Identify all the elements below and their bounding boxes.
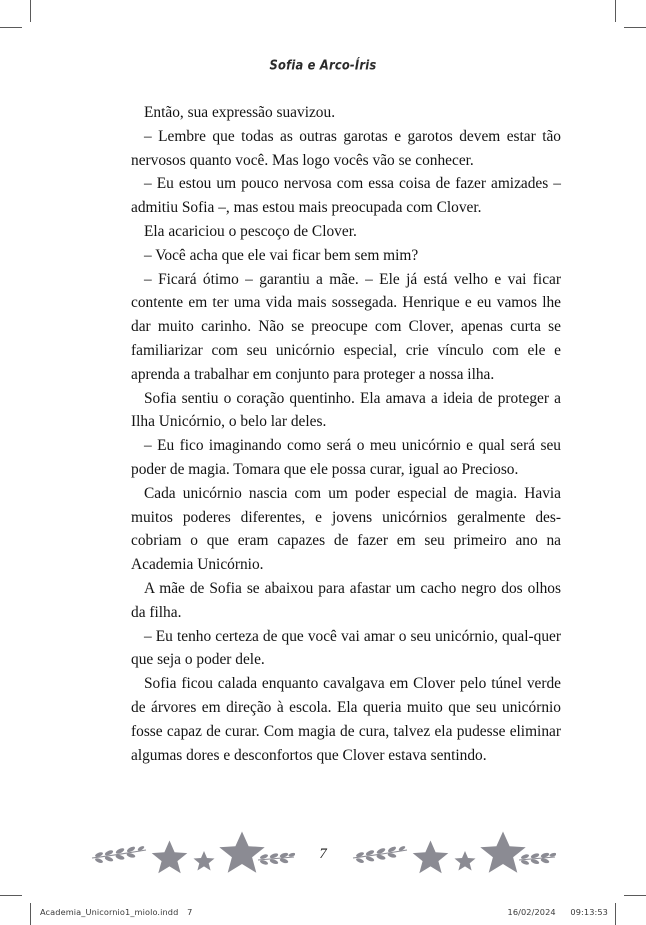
paragraph: – Você acha que ele vai ficar bem sem mim? (144, 246, 419, 264)
ornament-right (351, 831, 556, 877)
star-small-icon (194, 851, 215, 871)
footer-ornament-row (0, 828, 646, 880)
crop-mark-bottom-right-horizontal (624, 895, 646, 896)
paragraph: – Eu tenho certeza de que você vai amar o seu unicórnio, qual-quer que seja o poder dele. (131, 627, 561, 669)
slug-filename: Academia_Unicornio1_miolo.indd (40, 907, 179, 917)
leaf-branch-icon (92, 845, 146, 864)
slug-date: 16/02/2024 (507, 907, 556, 917)
star-small-icon (455, 851, 476, 871)
leaf-branch-icon (353, 845, 407, 864)
slug-filename-group (40, 907, 192, 917)
slug-timestamp-group (508, 907, 608, 917)
slug-time: 09:13:53 (570, 907, 608, 917)
star-medium-icon (413, 841, 449, 874)
star-large-icon (219, 832, 264, 873)
paragraph: Sofia ficou calada enquanto cavalgava em Clover pelo túnel verde de árvores em direção à escola. Ela queria muito que seu unicórnio fosse capaz de curar. Com magia de cura, talvez ela pudesse eliminar algumas dores e desconfortos que Clover estava sentindo. (131, 675, 561, 764)
star-medium-icon (152, 841, 188, 874)
imposition-slug (0, 905, 646, 923)
crop-mark-bottom-left-horizontal (0, 895, 22, 896)
ornament-left (90, 831, 295, 877)
paragraph: – Ficará ótimo – garantiu a mãe. – Ele já está velho e vai ficar contente em ter uma vida mais sossegada. Henrique e eu vamos lhe dar muito carinho. Não se preocupe com Clover, apenas curta se familiarizar com seu unicórnio especial, crie vínculo com ele e aprenda a trabalhar em conjunto para proteger a nossa ilha. (131, 270, 561, 383)
leaf-branch-icon (258, 852, 295, 866)
body-text (131, 101, 561, 767)
leaf-branch-icon (519, 852, 556, 866)
paragraph: Sofia sentiu o coração quentinho. Ela amava a ideia de proteger a Ilha Unicórnio, o belo lar deles. (131, 389, 561, 431)
paragraph: Então, sua expressão suavizou. (144, 104, 336, 121)
star-large-icon (480, 832, 525, 873)
paragraph: A mãe de Sofia se abaixou para afastar um cacho negro dos olhos da filha. (131, 579, 561, 621)
running-head: Sofia e Arco-Íris (269, 57, 377, 73)
paragraph: Cada unicórnio nascia com um poder especial de magia. Havia muitos poderes diferentes, e jovens unicórnios geralmente des-cobriam o que eram capazes de fazer em seu primeiro ano na Academia Unicórnio. (131, 484, 561, 574)
page-number: 7 (319, 845, 327, 862)
paragraph: – Eu estou um pouco nervosa com essa coisa de fazer amizades – admitiu Sofia –, mas estou mais preocupada com Clover. (131, 175, 561, 217)
paragraph: – Eu fico imaginando como será o meu unicórnio e qual será seu poder de magia. Tomara que ele possa curar, igual ao Precioso. (131, 437, 561, 478)
paragraph: – Lembre que todas as outras garotas e garotos devem estar tão nervosos quanto você. Mas logo vocês vão se conhecer. (131, 127, 561, 169)
slug-sheet-number: 7 (187, 907, 193, 917)
paragraph: Ela acariciou o pescoço de Clover. (144, 222, 357, 240)
